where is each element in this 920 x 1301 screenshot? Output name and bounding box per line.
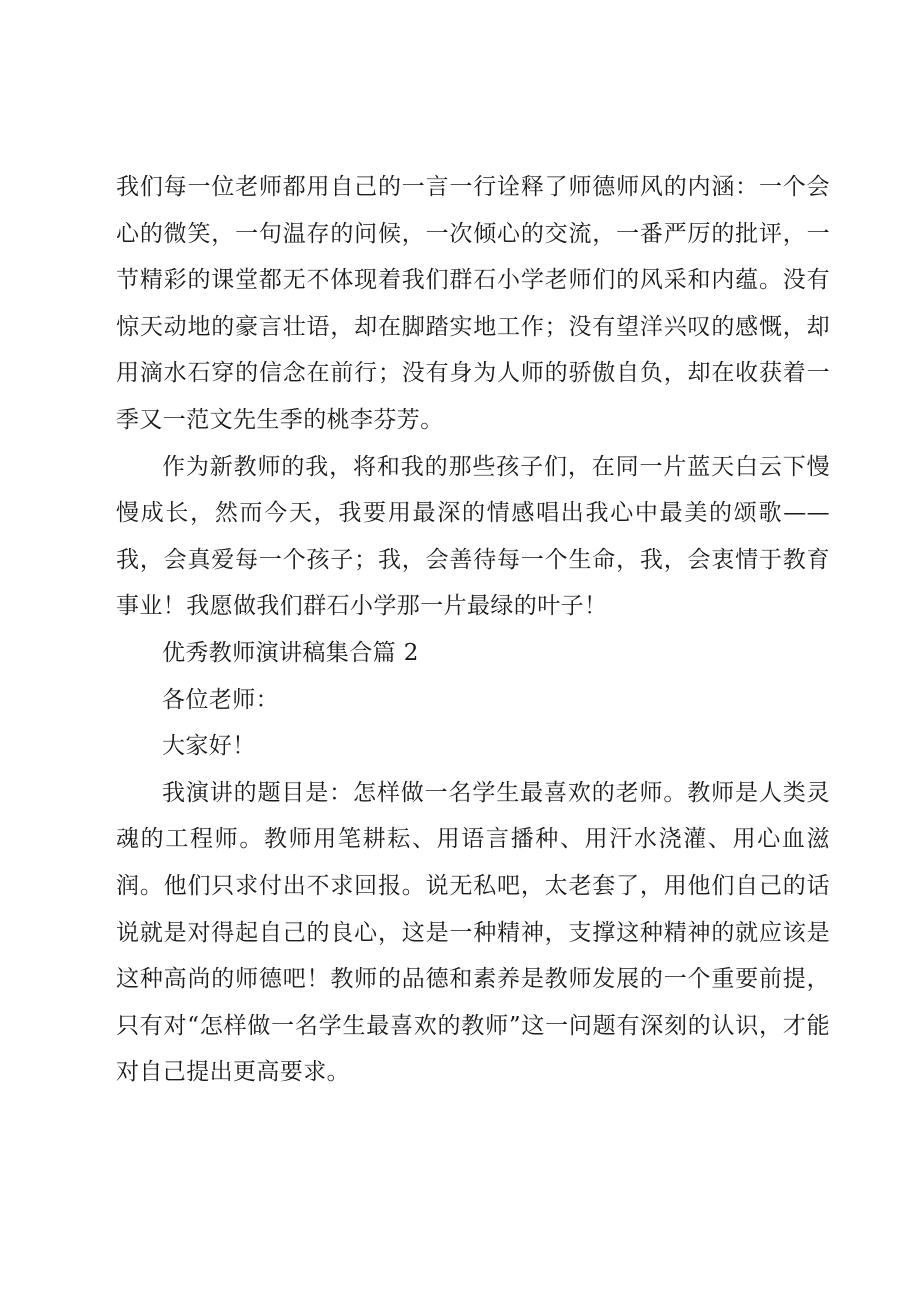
paragraph-new-teacher: 作为新教师的我，将和我的那些孩子们，在同一片蓝天白云下慢慢成长，然而今天，我要用最深的情感唱出我心中最美的颂歌——我，会真爱每一个孩子；我，会善待每一个生命，我，会衷情于教育事业！我愿做我们群石小学那一片最绿的叶子！ xyxy=(116,453,830,620)
paragraph-teacher-ethics: 我们每一位老师都用自己的一言一行诠释了师德师风的内涵：一个会心的微笑，一句温存的问候，一次倾心的交流，一番严厉的批评，一节精彩的课堂都无不体现着我们群石小学老师们的风采和内蕴。没有惊天动地的豪言壮语，却在脚踏实地工作；没有望洋兴叹的感慨，却用滴水石穿的信念在前行；没有身为人师的骄傲自负，却在收获着一季又一范文先生季的桃李芬芳。 xyxy=(116,174,830,433)
salutation: 各位老师： xyxy=(162,686,279,713)
paragraph-speech-topic: 我演讲的题目是：怎样做一名学生最喜欢的老师。教师是人类灵魂的工程师。教师用笔耕耘、用语言播种、用汗水浇灌、用心血滋润。他们只求付出不求回报。说无私吧，太老套了，用他们自己的话说就是对得起自己的良心，这是一种精神，支撑这种精神的就应该是这种高尚的师德吧！教师的品德和素养是教师发展的一个重要前提，只有对“怎样做一名学生最喜欢的教师”这一问题有深刻的认识，才能对自己提出更高要求。 xyxy=(116,779,830,1086)
section-title: 优秀教师演讲稿集合篇 2 xyxy=(162,639,419,666)
document-body xyxy=(116,164,830,1096)
greeting: 大家好！ xyxy=(162,733,256,760)
